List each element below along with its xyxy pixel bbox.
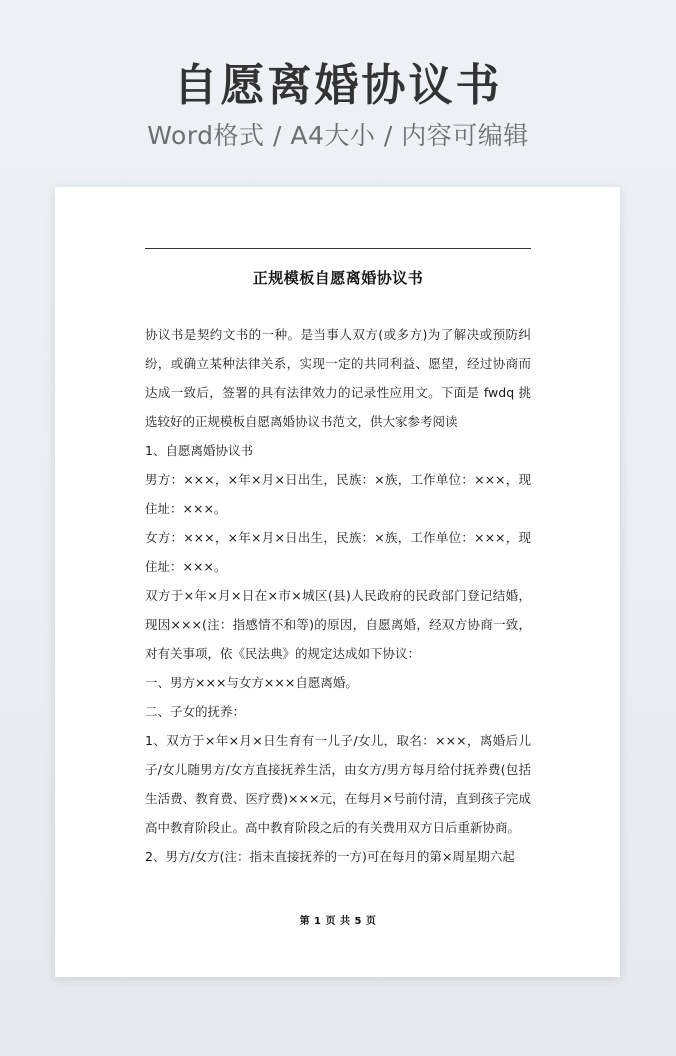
paragraph-clause-2: 二、子女的抚养： bbox=[145, 704, 246, 719]
paragraph-female-party: 女方：×××，×年×月×日出生，民族：×族，工作单位：×××，现住址：×××。 bbox=[145, 530, 531, 574]
page-number: 第 1 页 共 5 页 bbox=[299, 916, 377, 927]
banner-title: 自愿离婚协议书 bbox=[173, 60, 503, 111]
header-divider bbox=[145, 248, 531, 249]
paragraph-visitation: 2、男方/女方(注：指未直接抚养的一方)可在每月的第×周星期六起 bbox=[145, 849, 515, 864]
document-title: 正规模板自愿离婚协议书 bbox=[252, 269, 424, 287]
document-page bbox=[55, 187, 620, 977]
paragraph-child-support: 1、双方于×年×月×日生育有一儿子/女儿，取名：×××，离婚后儿子/女儿随男方/女方直接抚养生活，由女方/男方每月给付抚养费(包括生活费、教育费、医疗费)×××元，在每月×号前付清，直到孩子完成高中教育阶段止。高中教育阶段之后的有关费用双方日后重新协商。 bbox=[145, 733, 531, 835]
document-body bbox=[145, 320, 531, 871]
paragraph-male-party: 男方：×××，×年×月×日出生，民族：×族，工作单位：×××，现住址：×××。 bbox=[145, 472, 531, 516]
paragraph-intro: 协议书是契约文书的一种。是当事人双方(或多方)为了解决或预防纠纷，或确立某种法律关系，实现一定的共同利益、愿望，经过协商而达成一致后，签署的具有法律效力的记录性应用文。下面是 fwdq 挑选较好的正规模板自愿离婚协议书范文，供大家参考阅读 bbox=[145, 327, 531, 429]
banner-subtitle: Word格式 / A4大小 / 内容可编辑 bbox=[147, 121, 529, 150]
paragraph-marriage-info: 双方于×年×月×日在×市×城区(县)人民政府的民政部门登记结婚，现因×××(注：指感情不和等)的原因，自愿离婚，经双方协商一致，对有关事项，依《民法典》的规定达成如下协议： bbox=[145, 588, 531, 661]
paragraph-heading: 1、自愿离婚协议书 bbox=[145, 443, 253, 458]
paragraph-clause-1: 一、男方×××与女方×××自愿离婚。 bbox=[145, 675, 358, 690]
